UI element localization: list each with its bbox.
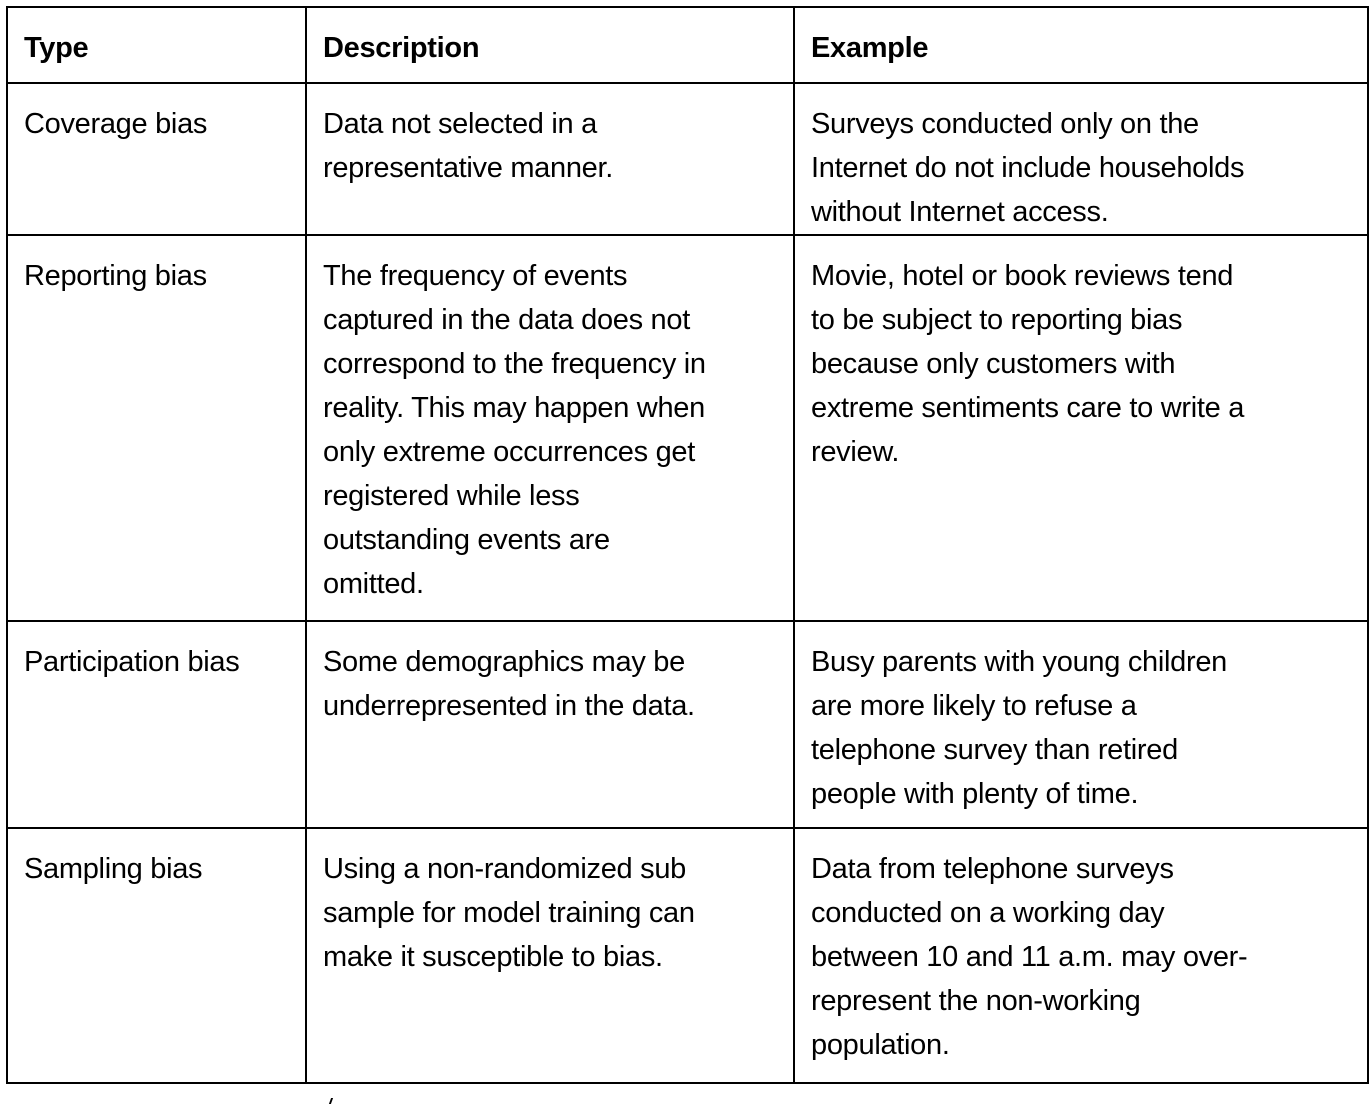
text-line: omitted. [323, 568, 424, 600]
cell-example [794, 235, 1368, 621]
text-line: between 10 and 11 a.m. may over- [811, 941, 1248, 973]
table-row-sampling-bias [7, 828, 1368, 1083]
text-line: because only customers with [811, 348, 1176, 380]
text-line: only extreme occurrences get [323, 436, 695, 468]
cell-example [794, 83, 1368, 235]
text-line: represent the non-working [811, 985, 1141, 1017]
cell-description [306, 621, 794, 828]
cell-type: Sampling bias [7, 828, 306, 1083]
text-line: registered while less [323, 480, 580, 512]
text-line: are more likely to refuse a [811, 690, 1137, 722]
text-line: underrepresented in the data. [323, 690, 695, 722]
cell-example [794, 828, 1368, 1083]
text-line: captured in the data does not [323, 304, 690, 336]
text-line: Internet do not include households [811, 152, 1245, 184]
text-line: to be subject to reporting bias [811, 304, 1183, 336]
cell-description [306, 83, 794, 235]
header-type: Type [7, 7, 306, 83]
text-line: outstanding events are [323, 524, 610, 556]
text-line: conducted on a working day [811, 897, 1165, 929]
text-line: The frequency of events [323, 260, 628, 292]
text-line: Busy parents with young children [811, 646, 1227, 678]
cell-type: Reporting bias [7, 235, 306, 621]
text-line: make it susceptible to bias. [323, 941, 663, 973]
text-line: Some demographics may be [323, 646, 685, 678]
text-line: review. [811, 436, 900, 468]
text-line: Data not selected in a [323, 108, 597, 140]
text-line: telephone survey than retired [811, 734, 1178, 766]
cell-type: Participation bias [7, 621, 306, 828]
table-row-participation-bias [7, 621, 1368, 828]
bias-types-table [6, 6, 1369, 1084]
text-line: Surveys conducted only on the [811, 108, 1199, 140]
cell-example [794, 621, 1368, 828]
cell-description [306, 828, 794, 1083]
text-line: Movie, hotel or book reviews tend [811, 260, 1234, 292]
text-line: Data from telephone surveys [811, 853, 1174, 885]
text-line: representative manner. [323, 152, 614, 184]
cell-type: Coverage bias [7, 83, 306, 235]
cell-description [306, 235, 794, 621]
text-line: without Internet access. [811, 196, 1109, 228]
text-line: reality. This may happen when [323, 392, 705, 424]
table-row-reporting-bias [7, 235, 1368, 621]
header-description: Description [306, 7, 794, 83]
stray-mark [329, 1098, 333, 1104]
text-line: correspond to the frequency in [323, 348, 706, 380]
table-header-row [7, 7, 1368, 83]
text-line: population. [811, 1029, 950, 1061]
text-line: sample for model training can [323, 897, 695, 929]
text-line: Using a non-randomized sub [323, 853, 686, 885]
text-line: people with plenty of time. [811, 778, 1139, 810]
table-row-coverage-bias [7, 83, 1368, 235]
text-line: extreme sentiments care to write a [811, 392, 1245, 424]
header-example: Example [794, 7, 1368, 83]
